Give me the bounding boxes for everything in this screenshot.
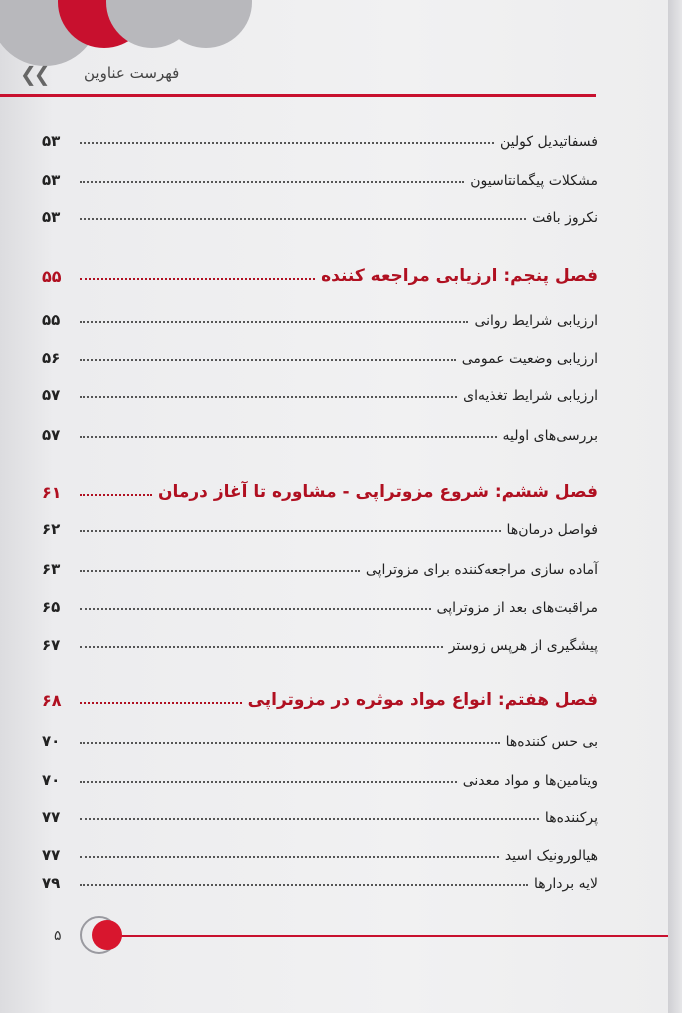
page-header-title: فهرست عناوین xyxy=(84,64,180,82)
toc-entry-title: هیالورونیک اسید xyxy=(504,848,598,864)
dot-leader xyxy=(80,436,497,438)
toc-entry-title: فواصل درمان‌ها xyxy=(506,522,598,538)
toc-entry xyxy=(42,418,598,444)
dot-leader xyxy=(80,742,500,744)
dot-leader xyxy=(80,218,526,220)
toc-entry xyxy=(42,763,598,789)
toc-entry xyxy=(42,552,598,578)
toc-entry xyxy=(42,590,598,616)
toc-entry-title: فسفاتیدیل کولین xyxy=(500,134,598,150)
toc-entry-title: مشکلات پیگمانتاسیون xyxy=(470,173,598,189)
toc-entry xyxy=(42,378,598,404)
dot-leader xyxy=(80,608,431,610)
toc-entry-page-number: ۵۳ xyxy=(42,171,61,189)
toc-entry xyxy=(42,303,598,329)
dot-leader xyxy=(80,702,242,704)
toc-entry-title: بررسی‌های اولیه xyxy=(502,428,598,444)
toc-entry-page-number: ۷۹ xyxy=(42,874,61,892)
double-chevron-left-icon: ❮❮ xyxy=(20,62,48,86)
toc-entry-page-number: ۷۰ xyxy=(42,732,61,750)
toc-entry-page-number: ۵۷ xyxy=(42,426,61,444)
toc-chapter-entry xyxy=(42,476,598,502)
toc-entry-page-number: ۶۷ xyxy=(42,636,61,654)
toc-entry-title: فصل پنجم: ارزیابی مراجعه کننده xyxy=(321,266,598,286)
toc-entry xyxy=(42,800,598,826)
dot-leader xyxy=(80,181,464,183)
page-number: ۵ xyxy=(54,928,62,944)
toc-entry-page-number: ۵۶ xyxy=(42,349,61,367)
toc-entry-title: فصل هفتم: انواع مواد موثره در مزوتراپی xyxy=(247,690,598,710)
toc-entry-page-number: ۶۱ xyxy=(42,483,62,502)
toc-entry-page-number: ۵۵ xyxy=(42,311,61,329)
toc-entry xyxy=(42,512,598,538)
toc-entry-page-number: ۵۳ xyxy=(42,208,61,226)
toc-entry xyxy=(42,341,598,367)
toc-chapter-entry xyxy=(42,684,598,710)
toc-entry-title: لایه بردارها xyxy=(534,876,598,892)
toc-entry xyxy=(42,724,598,750)
toc-entry-title: ارزیابی شرایط تغذیه‌ای xyxy=(463,388,598,404)
toc-entry xyxy=(42,163,598,189)
dot-leader xyxy=(80,530,501,532)
toc-entry-title: مراقبت‌های بعد از مزوتراپی xyxy=(436,600,598,616)
toc-entry-title: ویتامین‌ها و مواد معدنی xyxy=(462,773,598,789)
toc-entry-page-number: ۶۵ xyxy=(42,598,61,616)
toc-entry xyxy=(42,200,598,226)
toc-chapter-entry xyxy=(42,260,598,286)
toc-entry-page-number: ۷۰ xyxy=(42,771,61,789)
footer-circle-decoration xyxy=(92,920,122,950)
toc-entry-title: ارزیابی شرایط روانی xyxy=(474,313,598,329)
toc-entry-title: بی حس کننده‌ها xyxy=(505,734,598,750)
toc-entry-page-number: ۵۵ xyxy=(42,267,62,286)
toc-entry-page-number: ۵۷ xyxy=(42,386,61,404)
dot-leader xyxy=(80,884,528,886)
toc-entry-title: پیشگیری از هرپس زوستر xyxy=(448,638,598,654)
page-edge xyxy=(668,0,682,1013)
dot-leader xyxy=(80,359,456,361)
dot-leader xyxy=(80,856,499,858)
dot-leader xyxy=(80,781,457,783)
toc-entry-page-number: ۶۸ xyxy=(42,691,62,710)
toc-entry-title: آماده سازی مراجعه‌کننده برای مزوتراپی xyxy=(365,562,598,578)
dot-leader xyxy=(80,142,494,144)
dot-leader xyxy=(80,646,443,648)
toc-entry-page-number: ۷۷ xyxy=(42,808,61,826)
dot-leader xyxy=(80,321,468,323)
toc-entry xyxy=(42,866,598,892)
dot-leader xyxy=(80,570,360,572)
toc-entry xyxy=(42,838,598,864)
dot-leader xyxy=(80,396,457,398)
dot-leader xyxy=(80,494,152,496)
toc-entry-page-number: ۶۲ xyxy=(42,520,61,538)
toc-entry-title: نکروز بافت xyxy=(532,210,598,226)
dot-leader xyxy=(80,818,539,820)
toc-entry xyxy=(42,124,598,150)
toc-entry-title: پرکننده‌ها xyxy=(544,810,598,826)
toc-entry-title: فصل ششم: شروع مزوتراپی - مشاوره تا آغاز درمان xyxy=(157,482,598,502)
dot-leader xyxy=(80,278,315,280)
toc-entry-page-number: ۷۷ xyxy=(42,846,61,864)
toc-entry-page-number: ۵۳ xyxy=(42,132,61,150)
toc-entry-page-number: ۶۳ xyxy=(42,560,61,578)
footer-divider xyxy=(120,935,668,937)
toc-entry xyxy=(42,628,598,654)
toc-entry-title: ارزیابی وضعیت عمومی xyxy=(461,351,598,367)
